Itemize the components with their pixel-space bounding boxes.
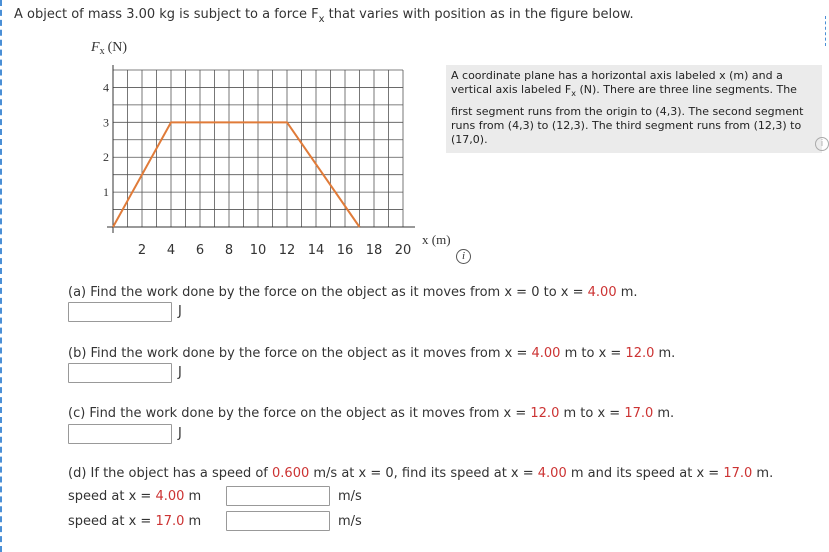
- y-tick-label: 4: [103, 80, 109, 95]
- alt-line-4: runs from (4,3) to (12,3). The third segment runs from (12,3) to: [451, 119, 802, 132]
- question-c-highlight-2: 17.0: [624, 406, 654, 421]
- question-d-highlight-3: 17.0: [723, 466, 753, 481]
- speed-1-label: [68, 489, 201, 504]
- x-tick-label: 20: [394, 243, 412, 258]
- y-axis-label-var: F: [91, 40, 100, 55]
- problem-suffix: that varies with position as in the figure below.: [324, 7, 634, 22]
- question-d-suffix: m.: [752, 466, 774, 481]
- y-axis-label: [90, 40, 127, 57]
- graph-alt-text: [446, 65, 822, 153]
- answer-b-unit: J: [178, 365, 182, 380]
- speed-2-value: 17.0: [155, 514, 185, 529]
- alt-line-5: (17,0).: [451, 133, 488, 146]
- question-d-highlight: 0.600: [272, 466, 310, 481]
- question-d-middle-2: m and its speed at x =: [566, 466, 724, 481]
- info-icon[interactable]: i: [456, 249, 471, 264]
- answer-a-unit: J: [178, 304, 182, 319]
- question-a-highlight: 4.00: [587, 285, 617, 300]
- speed-1-value: 4.00: [155, 489, 185, 504]
- question-c-middle: m to x =: [559, 406, 625, 421]
- question-c-prefix: (c) Find the work done by the force on the object as it moves from x =: [68, 406, 531, 421]
- y-axis-label-sub: x: [99, 46, 105, 57]
- question-b-prefix: (b) Find the work done by the force on the object as it moves from x =: [68, 346, 532, 361]
- question-a-prefix: (a) Find the work done by the force on the object as it moves from x = 0 to x =: [68, 285, 588, 300]
- x-tick-label: 10: [249, 243, 267, 258]
- question-b-highlight-2: 12.0: [625, 346, 655, 361]
- question-b: [68, 346, 675, 361]
- x-tick-label: 18: [365, 243, 383, 258]
- speed-1-unit: m/s: [338, 489, 362, 504]
- speed-1-suffix: m: [184, 489, 202, 504]
- x-tick-label: 8: [224, 243, 234, 258]
- axes: [107, 65, 415, 233]
- question-b-middle: m to x =: [560, 346, 626, 361]
- answer-a-input[interactable]: [68, 302, 172, 322]
- x-tick-label: 2: [137, 243, 147, 258]
- answer-c-input[interactable]: [68, 424, 172, 444]
- question-c: [68, 406, 674, 421]
- tick-labels: [103, 80, 411, 258]
- question-b-suffix: m.: [654, 346, 676, 361]
- question-d-prefix: (d) If the object has a speed of: [68, 466, 273, 481]
- speed-2-input[interactable]: [226, 511, 330, 531]
- axis-labels: [90, 40, 451, 247]
- y-axis-label-unit: (N): [107, 40, 127, 55]
- x-tick-label: 16: [336, 243, 354, 258]
- answer-b-input[interactable]: [68, 363, 172, 383]
- question-c-suffix: m.: [653, 406, 675, 421]
- question-d: [68, 466, 773, 481]
- alt-line-2-sub: x: [571, 89, 576, 98]
- x-tick-label: 14: [307, 243, 325, 258]
- question-b-highlight: 4.00: [531, 346, 561, 361]
- speed-2-label: [68, 514, 201, 529]
- speed-2-prefix: speed at x =: [68, 514, 156, 529]
- alt-line-2: [451, 83, 818, 98]
- x-axis-label: x (m): [422, 232, 451, 247]
- y-tick-label: 3: [103, 115, 109, 130]
- alt-line-2-suffix: (N). There are three line segments. The: [575, 83, 797, 96]
- speed-2-suffix: m: [184, 514, 202, 529]
- problem-prefix: A object of mass 3.00 kg is subject to a force F: [14, 7, 319, 22]
- speed-2-unit: m/s: [338, 514, 362, 529]
- question-d-highlight-2: 4.00: [537, 466, 567, 481]
- x-tick-label: 12: [278, 243, 296, 258]
- speed-1-input[interactable]: [226, 486, 330, 506]
- alt-line-3: first segment runs from the origin to (4,3). The second segment: [451, 105, 804, 118]
- speed-1-prefix: speed at x =: [68, 489, 156, 504]
- question-d-middle: m/s at x = 0, find its speed at x =: [309, 466, 538, 481]
- question-c-highlight: 12.0: [530, 406, 560, 421]
- problem-subscript: x: [318, 14, 325, 25]
- question-a-suffix: m.: [616, 285, 638, 300]
- answer-c-unit: J: [178, 426, 182, 441]
- x-tick-label: 6: [195, 243, 205, 258]
- alt-line-1: A coordinate plane has a horizontal axis labeled x (m) and a: [451, 69, 783, 82]
- x-tick-label: 4: [166, 243, 176, 258]
- question-a: [68, 285, 638, 300]
- y-tick-label: 2: [103, 150, 109, 165]
- image-corner-icon: i: [815, 137, 829, 151]
- alt-line-2-prefix: vertical axis labeled F: [451, 83, 572, 96]
- y-tick-label: 1: [103, 185, 109, 200]
